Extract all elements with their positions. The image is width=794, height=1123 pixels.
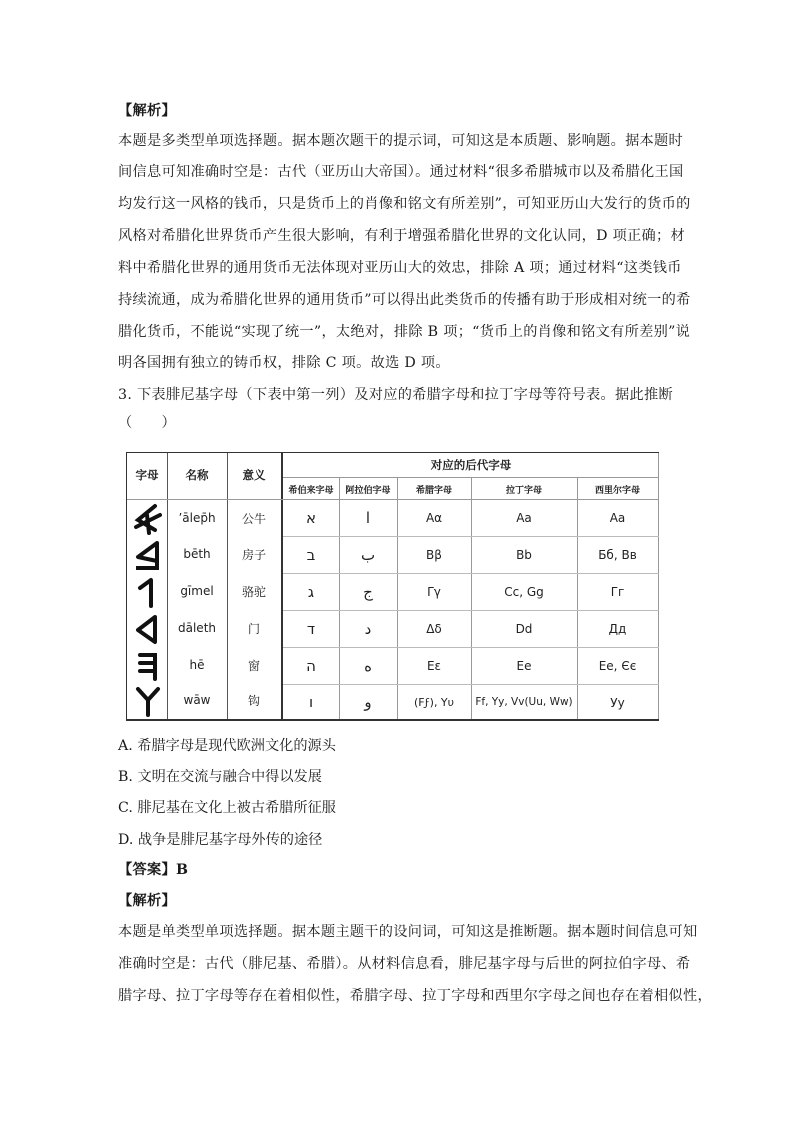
sub-header-hebrew: 希伯来字母 <box>288 486 334 496</box>
letter-meaning: 门 <box>247 622 260 636</box>
latin-letter: Ee <box>516 659 532 673</box>
cyrillic-letter: Бб, Вв <box>598 548 637 562</box>
phoenician-waw-icon <box>133 685 163 717</box>
analysis-line: 腊字母、拉丁字母等存在着相似性，希腊字母、拉丁字母和西里尔字母之间也存在着相似性， <box>118 988 712 1004</box>
option-c: C. 腓尼基在文化上被古希腊所征服 <box>118 800 336 816</box>
latin-letter: Cc, Gg <box>504 585 544 599</box>
letter-meaning: 公牛 <box>241 512 266 526</box>
latin-letter: Dd <box>515 622 533 636</box>
answer: 【答案】B <box>118 862 189 878</box>
letter-name: hē <box>189 658 205 672</box>
hebrew-letter: ה <box>306 657 316 675</box>
answer-blank: （ ） <box>118 415 176 431</box>
analysis-line: 料中希腊化世界的通用货币无法体现对亚历山大的效忠，排除 A 项；通过材料“这类钱币 <box>118 260 682 276</box>
greek-letter: Ββ <box>426 548 442 562</box>
letter-meaning: 骆驼 <box>241 585 266 599</box>
hebrew-letter: ב <box>306 546 316 564</box>
arabic-letter: و <box>364 693 372 711</box>
phoenician-he-icon <box>133 650 163 682</box>
col-header-name: 名称 <box>185 468 209 482</box>
sub-header-greek: 希腊字母 <box>415 486 452 496</box>
cyrillic-letter: Гг <box>610 585 625 599</box>
greek-letter: (Ϝϝ), Υυ <box>413 696 455 709</box>
col-header-meaning: 意义 <box>242 468 266 482</box>
arabic-letter: د <box>364 620 372 638</box>
option-a: A. 希腊字母是现代欧洲文化的源头 <box>118 738 336 754</box>
letter-name: bēth <box>183 547 211 561</box>
hebrew-letter: ג <box>307 583 315 601</box>
option-b: B. 文明在交流与融合中得以发展 <box>118 769 322 785</box>
analysis-line: 明各国拥有独立的铸币权，排除 C 项。故选 D 项。 <box>118 355 450 371</box>
cyrillic-letter: Уу <box>610 696 625 710</box>
phoenician-beth-icon <box>133 539 163 571</box>
analysis-line: 准确时空是：古代（腓尼基、希腊）。从材料信息看，腓尼基字母与后世的阿拉伯字母、希 <box>118 956 691 972</box>
letter-name: dāleth <box>178 621 216 635</box>
letter-meaning: 窗 <box>247 659 260 673</box>
analysis-line: 持续流通，成为希腊化世界的通用货币”可以得出此类货币的传播有助于形成相对统一的希 <box>118 292 691 308</box>
analysis-line: 均发行这一风格的钱币，只是货币上的肖像和铭文有所差别”，可知亚历山大发行的货币的 <box>118 196 691 212</box>
cyrillic-letter: Дд <box>608 622 627 636</box>
greek-letter: Δδ <box>426 622 442 636</box>
later-letters-header: 对应的后代字母 <box>430 458 512 472</box>
sub-header-cyrillic: 西里尔字母 <box>594 486 640 496</box>
alphabet-table <box>126 452 659 721</box>
arabic-letter: ب <box>360 546 376 564</box>
letter-meaning: 钩 <box>247 694 260 708</box>
analysis-line: 本题是单类型单项选择题。据本题主题干的设问词，可知这是推断题。据本题时间信息可知 <box>118 924 698 940</box>
greek-letter: Εε <box>426 659 442 673</box>
cyrillic-letter: Aa <box>609 511 626 525</box>
analysis-line: 风格对希腊化世界货币产生很大影响，有利于增强希腊化世界的文化认同，D 项正确；材 <box>118 228 686 244</box>
letter-name: ’ālep̄h <box>178 511 216 525</box>
analysis-heading: 【解析】 <box>118 103 176 119</box>
arabic-letter: ا <box>365 509 371 527</box>
letter-name: gīmel <box>180 584 214 598</box>
greek-letter: Γγ <box>427 585 441 599</box>
arabic-letter: ه <box>364 657 372 675</box>
analysis-heading: 【解析】 <box>118 893 176 909</box>
option-d: D. 战争是腓尼基字母外传的途径 <box>118 832 323 848</box>
latin-letter: Ff, Yy, Vv(Uu, Ww) <box>475 696 573 708</box>
arabic-letter: ج <box>363 583 373 601</box>
cyrillic-letter: Ее, Єє <box>598 659 637 673</box>
hebrew-letter: ו <box>308 693 314 711</box>
col-header-letter: 字母 <box>135 468 159 482</box>
sub-header-arabic: 阿拉伯字母 <box>345 486 391 496</box>
phoenician-daleth-icon <box>133 613 163 645</box>
letter-meaning: 房子 <box>241 548 266 562</box>
greek-letter: Aα <box>425 511 443 525</box>
phoenician-aleph-icon <box>133 503 163 535</box>
analysis-line: 间信息可知准确时空是：古代（亚历山大帝国）。通过材料“很多希腊城市以及希腊化王国 <box>118 164 684 180</box>
question-stem: 3. 下表腓尼基字母（下表中第一列）及对应的希腊字母和拉丁字母等符号表。据此推断 <box>118 387 673 403</box>
latin-letter: Bb <box>516 548 532 562</box>
letter-name: wāw <box>183 693 211 707</box>
sub-header-latin: 拉丁字母 <box>505 486 542 496</box>
hebrew-letter: ד <box>306 620 316 638</box>
analysis-line: 腊化货币，不能说“实现了统一”，太绝对，排除 B 项；“货币上的肖像和铭文有所差别”说 <box>118 324 691 340</box>
hebrew-letter: א <box>305 509 317 527</box>
analysis-line: 本题是多类型单项选择题。据本题次题干的提示词，可知这是本质题、影响题。据本题时 <box>118 133 684 149</box>
phoenician-gimel-icon <box>133 576 163 608</box>
latin-letter: Aa <box>516 511 532 525</box>
